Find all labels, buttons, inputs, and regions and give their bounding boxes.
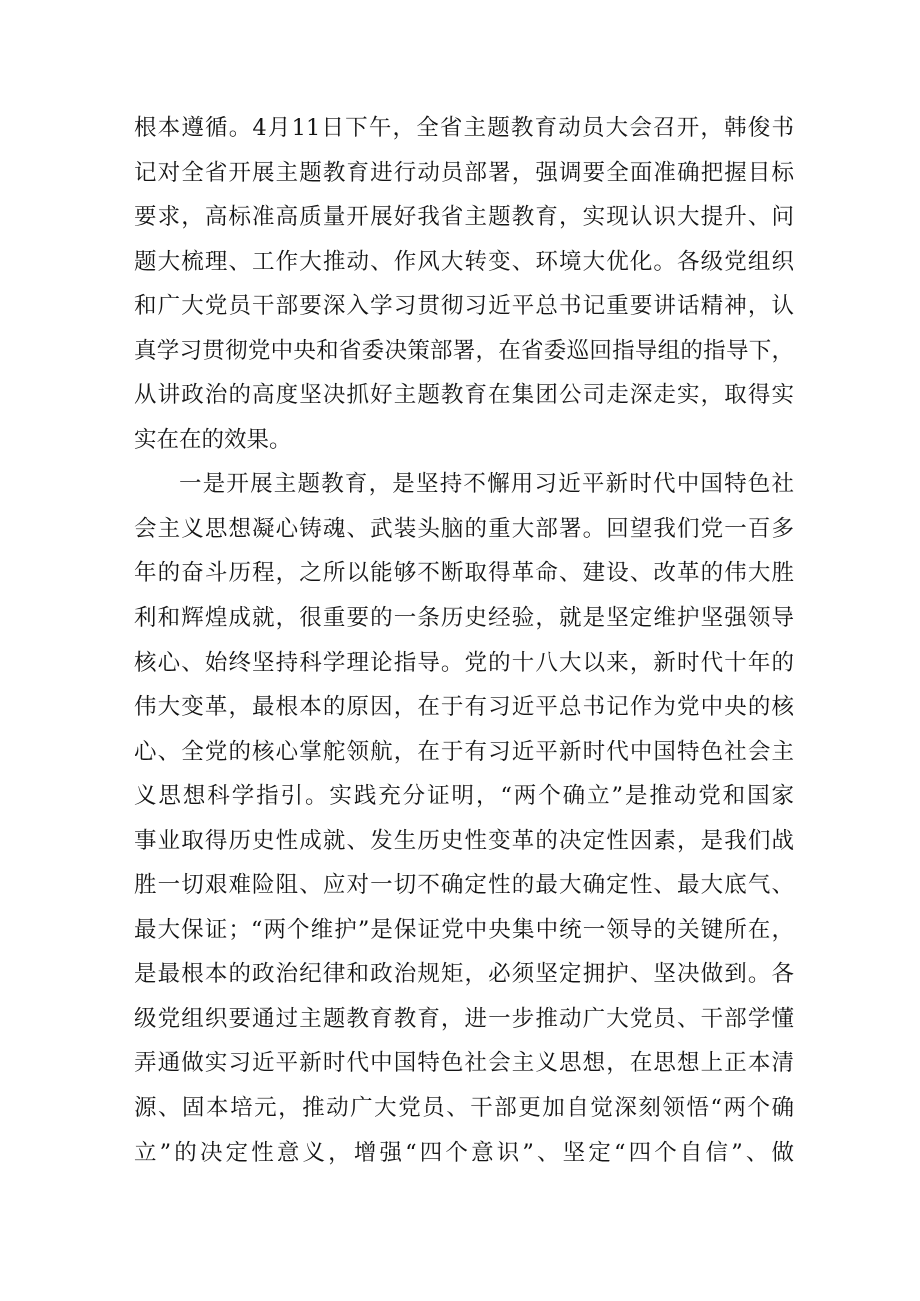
text-line: 心、全党的核心掌舵领航，在于有习近平新时代中国特色社会主 xyxy=(134,738,794,765)
text-line: 胜一切艰难险阻、应对一切不确定性的最大确定性、最大底气、 xyxy=(134,872,794,899)
text-line: 伟大变革，最根本的原因，在于有习近平总书记作为党中央的核 xyxy=(134,694,794,721)
body-text xyxy=(134,106,794,1175)
text-line: 利和辉煌成就，很重要的一条历史经验，就是坚定维护坚强领导 xyxy=(134,605,794,632)
text-line: 题大梳理、工作大推动、作风大转变、环境大优化。各级党组织 xyxy=(134,248,794,275)
text-line: 是最根本的政治纪律和政治规矩，必须坚定拥护、坚决做到。各 xyxy=(134,961,794,988)
text-line: 记对全省开展主题教育进行动员部署，强调要全面准确把握目标 xyxy=(134,159,794,186)
text-line: 会主义思想凝心铸魂、武装头脑的重大部署。回望我们党一百多 xyxy=(134,515,794,542)
text-line: 源、固本培元，推动广大党员、干部更加自觉深刻领悟“两个确 xyxy=(134,1095,794,1122)
text-line: 级党组织要通过主题教育教育，进一步推动广大党员、干部学懂 xyxy=(134,1005,794,1032)
text-line: 实在在的效果。 xyxy=(134,426,292,453)
text-line: 年的奋斗历程，之所以能够不断取得革命、建设、改革的伟大胜 xyxy=(134,560,794,587)
text-line: 从讲政治的高度坚决抓好主题教育在集团公司走深走实，取得实 xyxy=(134,382,794,409)
text-line: 核心、始终坚持科学理论指导。党的十八大以来，新时代十年的 xyxy=(134,649,794,676)
text-line: 事业取得历史性成就、发生历史性变革的决定性因素，是我们战 xyxy=(134,827,794,854)
text-line: 真学习贯彻党中央和省委决策部署，在省委巡回指导组的指导下， xyxy=(134,337,794,364)
text-line: 和广大党员干部要深入学习贯彻习近平总书记重要讲话精神，认 xyxy=(134,293,794,320)
text-line: 立”的决定性意义，增强“四个意识”、坚定“四个自信”、做 xyxy=(134,1139,794,1166)
text-line: 弄通做实习近平新时代中国特色社会主义思想，在思想上正本清 xyxy=(134,1050,794,1077)
paragraph-start-line: 一是开展主题教育，是坚持不懈用习近平新时代中国特色社 xyxy=(179,471,794,498)
text-line: 要求，高标准高质量开展好我省主题教育，实现认识大提升、问 xyxy=(134,204,794,231)
text-line: 最大保证；“两个维护”是保证党中央集中统一领导的关键所在， xyxy=(134,916,794,943)
text-line: 义思想科学指引。实践充分证明，“两个确立”是推动党和国家 xyxy=(134,783,794,810)
text-line: 根本遵循。4月11日下午，全省主题教育动员大会召开，韩俊书 xyxy=(134,115,794,141)
